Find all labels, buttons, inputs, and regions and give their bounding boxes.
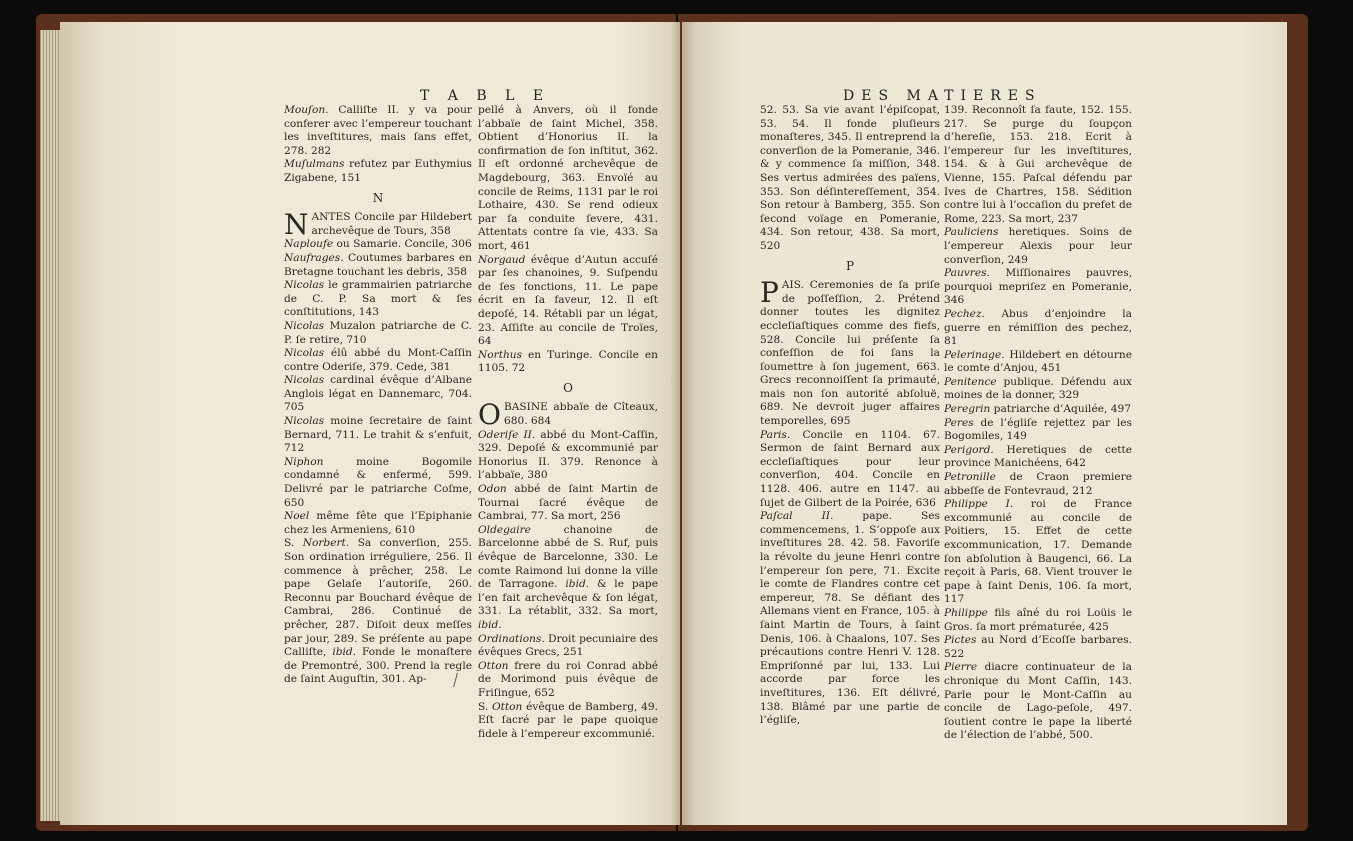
index-entry: Oderiſe II. abbé du Mont-Caſſin, 329. Depoſé & excommunié par Honorius II. 379. Renonce à l’abbaïe, 380 (478, 428, 658, 482)
index-entry: Peregrin patriarche d’Aquilée, 497 (944, 403, 1131, 416)
index-entry: Odon abbé de ſaint Martin de Tournai ſacré évêque de Cambrai, 77. Sa mort, 256 (478, 483, 658, 523)
index-entry: Ordinations. Droit pecuniaire des évêques Grecs, 251 (478, 632, 658, 659)
index-entry: O (563, 380, 573, 395)
index-entry: Paris. Concile en 1104. 67. Sermon de ſaint Bernard aux eccleſiaſtiques pour leur converſion, 404. Concile en 1128. 406. autre en 1147. au ſujet de Gilbert de la Poirée, 636 (760, 428, 940, 509)
index-column-1 (284, 104, 472, 687)
index-entry: 52. 53. Sa vie avant l’épiſcopat, 53. 54. Il fonde pluſieurs monaſteres, 345. Il entreprend la converſion de la Pomeranie, 346. & y commence ſa miſſion, 348. Ses vertus admirées des païens, 353. Son déſintereſſement, 354. Son retour à Bamberg, 355. Son ſecond voïage en Pomeranie, 434. Son retour, 438. Sa mort, 520 (760, 104, 940, 252)
index-entry: Niphon moine Bogomile condamné & enfermé, 599. Delivré par le patriarche Coſme, 650 (284, 455, 472, 509)
index-entry: Philippe fils aîné du roi Loüis le Gros. ſa mort prématurée, 425 (944, 606, 1132, 633)
index-entry: Mouſon. Calliſte II. y va pour conferer avec l’empereur touchant les inveſtitures, mais ſans effet, 278. 282 (284, 104, 472, 157)
index-entry: Nicolas Muzalon patriarche de C. P. ſe retire, 710 (284, 319, 472, 346)
index-entry: Naploufe ou Samarie. Concile, 306 (284, 238, 472, 251)
index-entry: Nicolas moine ſecretaire de ſaint Bernard, 711. Le trahit & s’enfuit, 712 (284, 415, 472, 455)
index-entry: S. Norbert. Sa converſion, 255. Son ordination irréguliere, 256. Il commence à prêcher, 258. Le pape Gelaſe l’autoriſe, 260. Reconnu par Bouchard évêque de Cambrai, 286. Continué de prêcher, 287. Diſoit deux meſſes par jour, 289. Se préſente au pape Calliſte, ibid. Fonde le monaſtere de Premontré, 300. Prend la regle de ſaint Auguſtin, 301. Ap- (284, 537, 472, 686)
index-entry: 139. Reconnoît ſa faute, 152. 155. 217. Se purge du ſoupçon d’hereſie, 153. 218. Ecrit à l’empereur ſur les inveſtitures, 154. & à Gui archevêque de Vienne, 155. Paſcal défendu par Ives de Chartres, 158. Sédition contre lui à l’occaſion du prefet de Rome, 223. Sa mort, 237 (944, 104, 1132, 225)
index-column-2 (478, 104, 658, 741)
index-entry: N (372, 190, 384, 205)
index-entry: Noel même fête que l’Epiphanie chez les Armeniens, 610 (284, 510, 472, 536)
index-entry: Muſulmans refutez par Euthymius Zigabene, 151 (284, 158, 472, 184)
index-entry: Nicolas le grammairien patriarche de C. P. Sa mort & ſes conſtitutions, 143 (284, 279, 472, 319)
index-entry: P (845, 258, 855, 273)
index-entry: Northus en Turinge. Concile en 1105. 72 (478, 348, 658, 375)
index-entry: Peres de l’égliſe rejettez par les Bogomiles, 149 (944, 416, 1132, 443)
index-entry: OBASINE abbaïe de Cîteaux, 680. 684 (478, 398, 658, 432)
index-entry: Naufrages. Coutumes barbares en Bretagne touchant les debris, 358 (284, 251, 472, 278)
running-header-left: T A B L E (420, 88, 551, 104)
index-entry: Pelerinage. Hildebert en détourne le comte d’Anjou, 451 (944, 348, 1132, 375)
index-entry: Penitence publique. Défendu aux moines de la donner, 329 (944, 375, 1132, 402)
index-entry: Otton frere du roi Conrad abbé de Morimond puis évêque de Friſingue, 652 (478, 659, 658, 699)
index-entry: Pauvres. Miſſionaires pauvres, pourquoi mepriſez en Pomeranie, 346 (944, 267, 1132, 307)
index-entry: pellé à Anvers, où il fonde l’abbaïe de ſaint Michel, 358. Obtient d’Honorius II. la confirmation de ſon inſtitut, 362. Il eſt ordonné archevêque de Magdebourg, 363. Envoïé au concile de Reims, 1131 par le roi Lothaire, 430. Se rend odieux par ſa conduite ſevere, 431. Attentats contre ſa vie, 433. Sa mort, 461 (478, 104, 658, 252)
index-entry: Philippe I. roi de France excommunié au concile de Poitiers, 15. Effet de cette excommunication, 17. Demande ſon abſolution à Baugenci, 66. La reçoit à Paris, 68. Vient trouver le pape à ſaint Denis, 106. ſa mort, 117 (944, 498, 1132, 606)
index-column-4 (944, 104, 1132, 743)
index-entry: Perigord. Heretiques de cette province Manichéens, 642 (944, 443, 1132, 470)
index-entry: NANTES Concile par Hildebert archevêque de Tours, 358 (284, 208, 472, 242)
index-column-3 (760, 104, 940, 728)
index-entry: Nicolas cardinal évêque d’Albane Anglois légat en Dannemarc, 704. 705 (284, 374, 472, 414)
index-entry: S. Otton évêque de Bamberg, 49. Eſt ſacré par le pape quoique fidele à l’empereur excommunié. (478, 700, 658, 740)
index-entry: PAIS. Ceremonies de ſa priſe de poſſeſſion, 2. Prétend donner toutes les dignitez eccleſiaſtiques comme des fiefs, 528. Concile lui préſente ſa confeſſion de foi ſans la ſoumettre à ſon jugement, 663. Grecs reconnoiſſent ſa primauté, mais non ſon autorité abſoluë, 689. Ne devroit juger affaires temporelles, 695 (760, 276, 940, 428)
index-entry: Pechez. Abus d’enjoindre la guerre en rémiſſion des pechez, 81 (944, 307, 1132, 348)
index-entry: Nicolas élû abbé du Mont-Caſſin contre Oderiſe, 379. Cede, 381 (284, 347, 472, 373)
index-entry: Pauliciens heretiques. Soins de l’empereur Alexis pour leur converſion, 249 (944, 226, 1132, 266)
running-header-right: DES MATIERES (843, 88, 1042, 104)
index-entry: Oldegaire chanoine de Barcelonne abbé de S. Ruf, puis évêque de Barcelonne, 330. Le comte Raimond lui donne la ville de Tarragone. ibid. & le pape l’en fait archevêque & ſon légat, 331. La rétablit, 332. Sa mort, ibid. (478, 523, 658, 631)
index-entry: Petronille de Craon premiere abbeſſe de Fontevraud, 212 (944, 471, 1132, 497)
index-entry: Norgaud évêque d’Autun accuſé par ſes chanoines, 9. Suſpendu de ſes fonctions, 11. Le pape écrit en ſa faveur, 12. Il eſt depoſé, 14. Rétabli par un légat, 23. Aſſiſte au concile de Troïes, 64 (478, 253, 658, 348)
index-entry: Paſcal II. pape. Ses commencemens, 1. S’oppoſe aux inveſtitures 28. 42. 58. Favoriſe la révolte du jeune Henri contre l’empereur ſon pere, 71. Excite le comte de Flandres contre cet empereur, 78. Se défiant des Allemans vient en France, 105. à ſaint Martin de Tours, à ſaint Denis, 106. à Chaalons, 107. Ses précautions contre Henri V. 128. Empriſonné par lui, 133. Lui accorde par force les inveſtitures, 136. Eſt délivré, 138. Blâmé par une partie de l’égliſe, (760, 510, 940, 727)
index-entry: Pierre diacre continuateur de la chronique du Mont Caſſin, 143. Parle pour le Mont-Caſſin au concile de Lago-peſole, 497. ſoutient contre le pape la liberté de l’élection de l’abbé, 500. (944, 661, 1132, 742)
index-entry: Pictes au Nord d’Ecoſſe barbares. 522 (944, 634, 1132, 660)
